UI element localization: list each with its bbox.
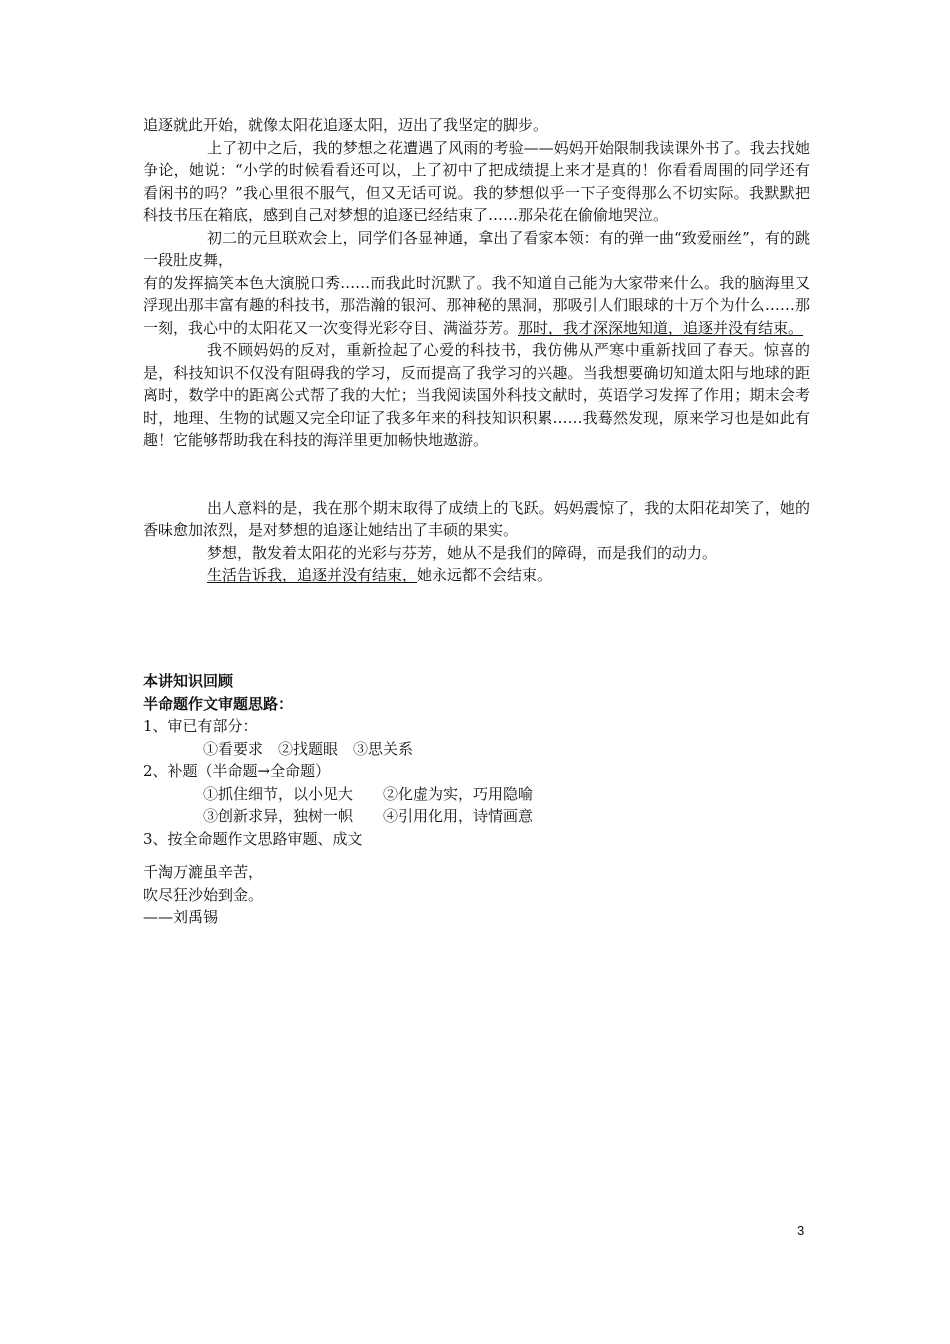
poem-quote bbox=[143, 861, 263, 929]
blank-space bbox=[143, 452, 810, 497]
essay-paragraph: 上了初中之后，我的梦想之花遭遇了风雨的考验——妈妈开始限制我读课外书了。我去找她争论，她说：“小学的时候看看还可以，上了初中了把成绩提上来才是真的！你看看周围的同学还有看闲书的吗？”我心里很不服气，但又无话可说。我的梦想似乎一下子变得那么不切实际。我默默把科技书压在箱底，感到自己对梦想的追逐已经结束了……那朵花在偷偷地哭泣。 bbox=[143, 138, 810, 224]
poem-line: 吹尽狂沙始到金。 bbox=[143, 885, 264, 904]
essay-paragraph: 出人意料的是，我在那个期末取得了成绩上的飞跃。妈妈震惊了，我的太阳花却笑了，她的香味愈加浓烈，是对梦想的追逐让她结出了丰硕的果实。 bbox=[143, 498, 810, 539]
essay-paragraph bbox=[143, 564, 810, 587]
underlined-sentence: 生活告诉我，追逐并没有结束， bbox=[207, 566, 418, 584]
essay-paragraph: 我不顾妈妈的反对，重新捡起了心爱的科技书，我仿佛从严寒中重新找回了春天。惊喜的是，科技知识不仅没有阻碍我的学习，反而提高了我学习的兴趣。当我想要确切知道太阳与地球的距离时，数学中的距离公式帮了我的大忙；当我阅读国外科技文献时，英语学习发挥了作用；期末会考时，地理、生物的试题又完全印证了我多年来的科技知识积累……我蓦然发现，原来学习也是如此有趣！它能够帮助我在科技的海洋里更加畅快地遨游。 bbox=[143, 341, 810, 449]
underlined-sentence: 那时，我才深深地知道，追逐并没有结束。 bbox=[518, 318, 804, 337]
essay-text: 她永远都不会结束。 bbox=[417, 566, 553, 584]
review-step: 3、按全命题作文思路审题、成文 bbox=[143, 829, 363, 848]
review-subheading: 半命题作文审题思路： bbox=[143, 694, 294, 713]
essay-paragraph: 初二的元旦联欢会上，同学们各显神通，拿出了看家本领：有的弹一曲“致爱丽丝”，有的跳一段肚皮舞， bbox=[143, 228, 810, 269]
essay-paragraph: 梦想，散发着太阳花的光彩与芬芳，她从不是我们的障碍，而是我们的动力。 bbox=[207, 543, 718, 562]
essay-body bbox=[143, 114, 810, 587]
poem-line: 千淘万漉虽辛苦， bbox=[143, 863, 264, 881]
review-step: 2、补题（半命题→全命题） bbox=[143, 762, 331, 780]
review-step: 1、审已有部分： bbox=[143, 717, 258, 735]
page-number: 3 bbox=[797, 1223, 805, 1238]
review-step-items: ①抓住细节，以小见大 ②化虚为实，巧用隐喻 bbox=[203, 784, 534, 803]
review-step-items: ①看要求 ②找题眼 ③思关系 bbox=[203, 739, 414, 758]
essay-paragraph bbox=[143, 272, 810, 340]
knowledge-review bbox=[143, 670, 810, 850]
poem-author: ——刘禹锡 bbox=[143, 908, 219, 926]
review-step-items: ③创新求异，独树一帜 ④引用化用，诗情画意 bbox=[203, 807, 534, 825]
essay-text: 有的发挥搞笑本色大演脱口秀……而我此时沉默了。我不知道自己能为大家带来什么。我的脑海里又浮现出那丰富有趣的科技书，那浩瀚的银河、那神秘的黑洞，那吸引人们眼球的十万个为什么……那一刻，我心中的太阳花又一次变得光彩夺目、满溢芬芳。 bbox=[143, 273, 810, 337]
review-heading: 本讲知识回顾 bbox=[143, 672, 234, 690]
essay-paragraph: 追逐就此开始，就像太阳花追逐太阳，迈出了我坚定的脚步。 bbox=[143, 116, 549, 134]
